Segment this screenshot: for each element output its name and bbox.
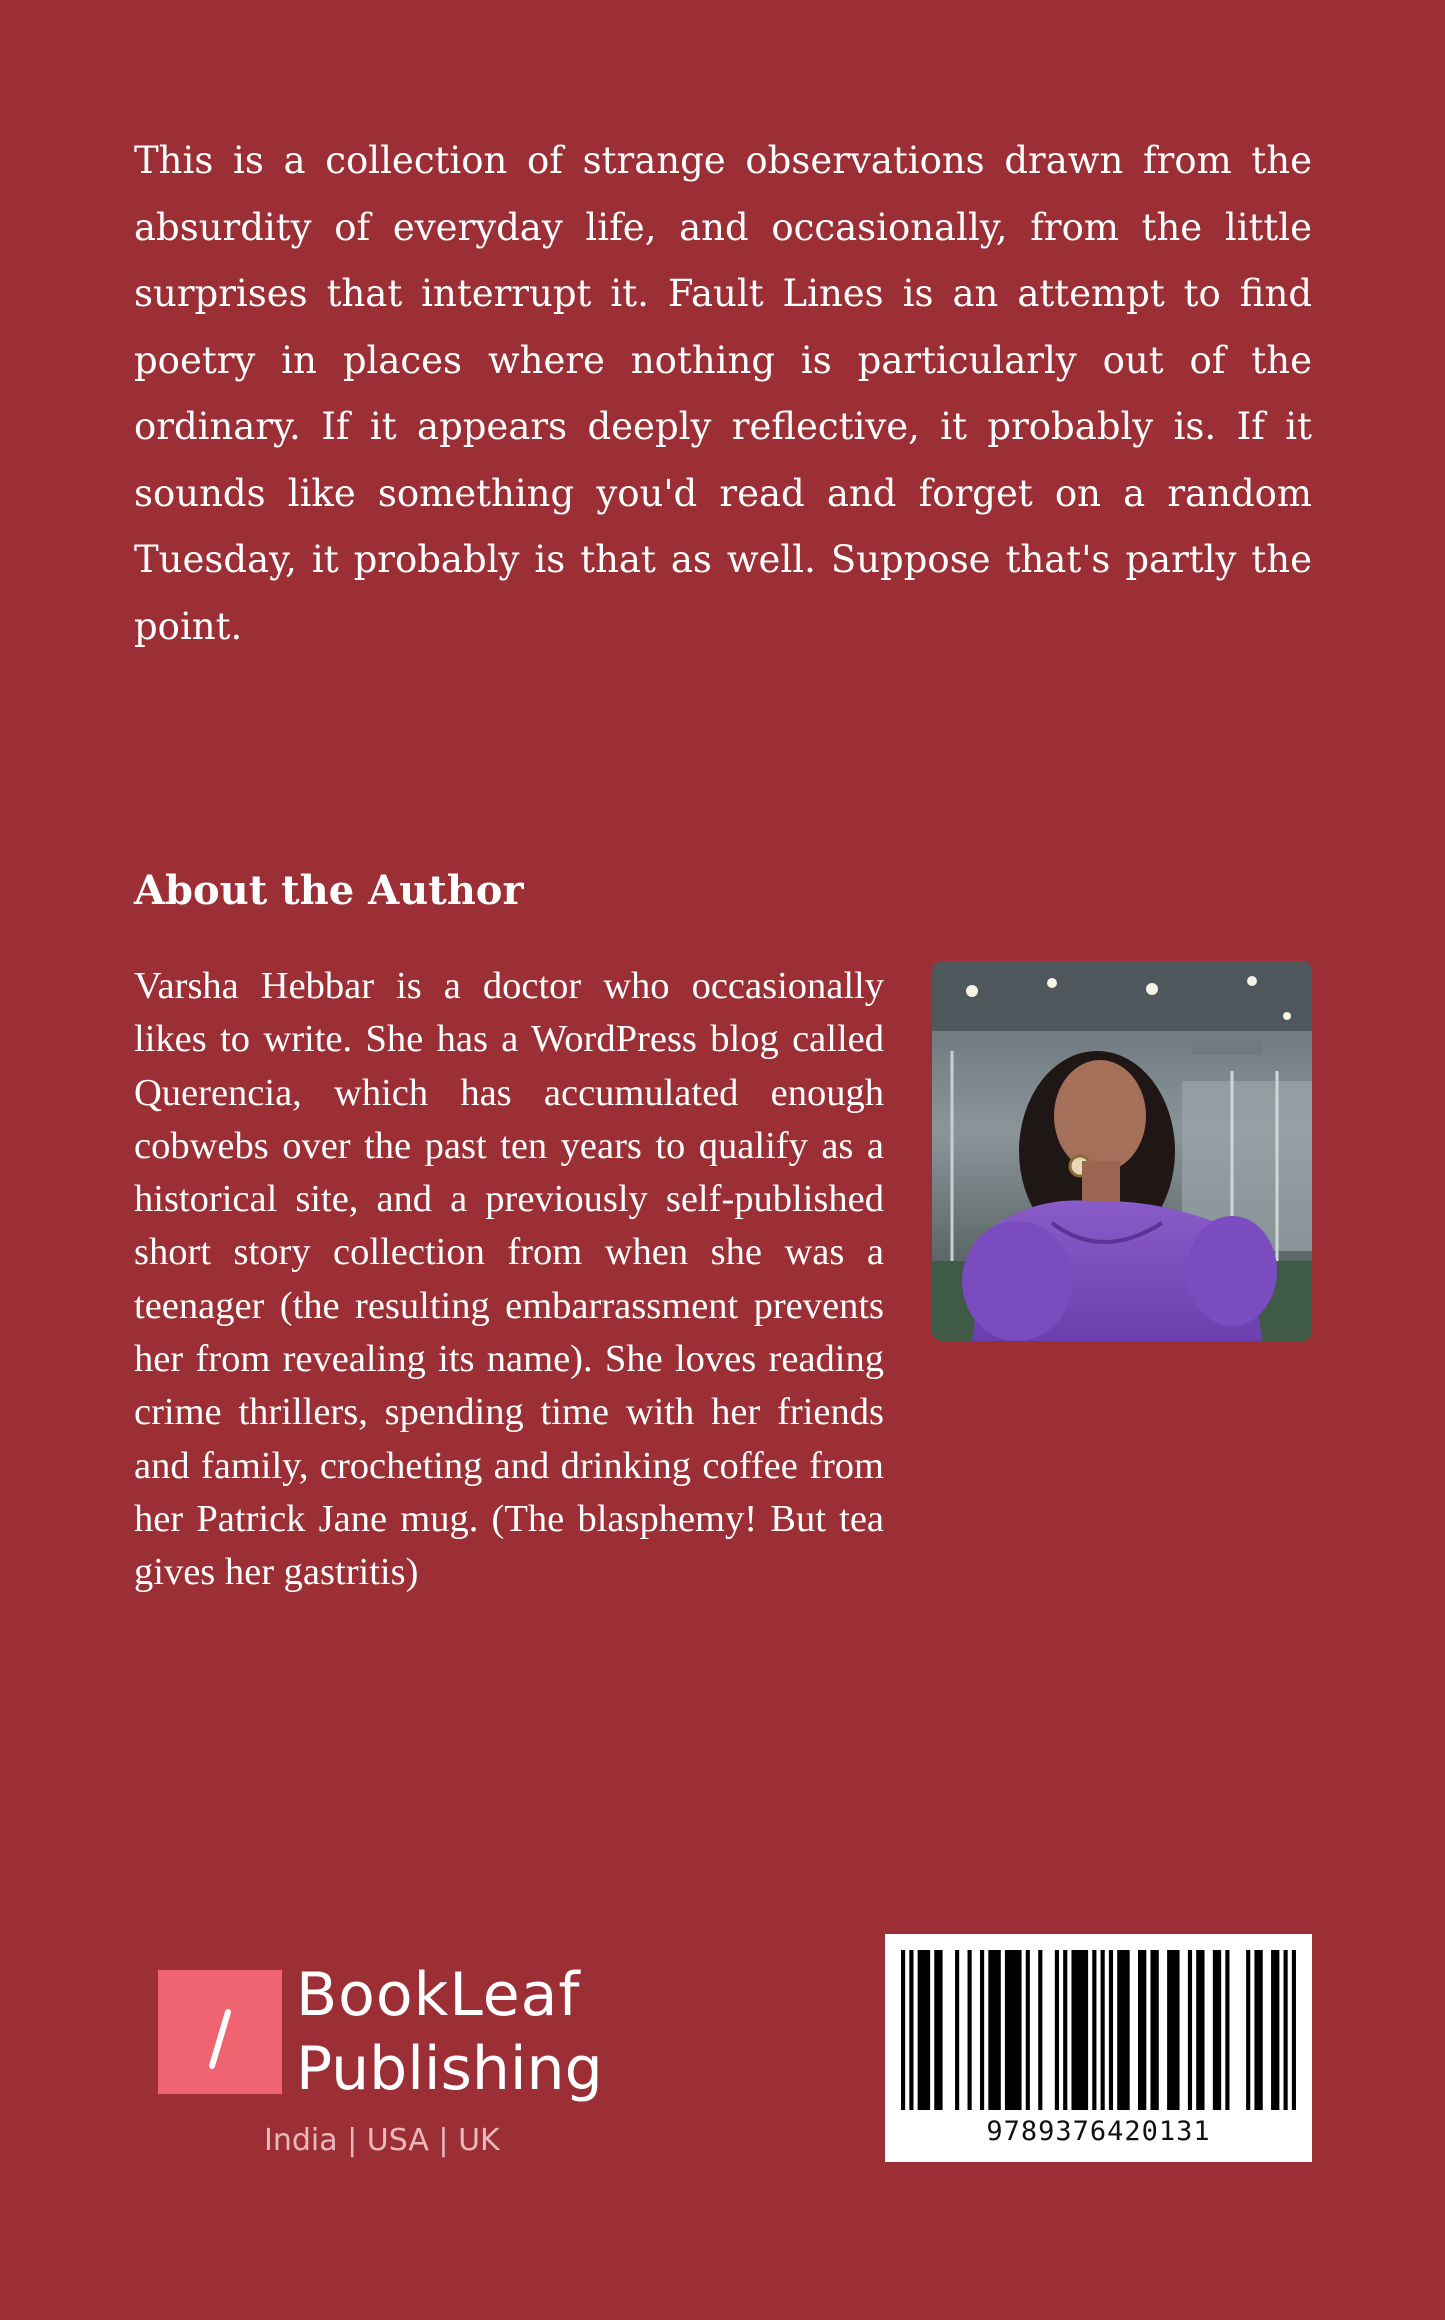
isbn-number: 9789376420131 — [986, 2116, 1211, 2147]
barcode-bar — [1063, 1950, 1067, 2110]
barcode-bar — [1071, 1950, 1088, 2110]
barcode-bar — [1246, 1950, 1250, 2110]
barcode-bar — [1092, 1950, 1096, 2110]
barcode-bar — [934, 1950, 942, 2110]
barcode-bar — [1196, 1950, 1204, 2110]
barcode-bar — [1150, 1950, 1158, 2110]
isbn-barcode — [885, 1934, 1312, 2162]
barcode-bar — [1284, 1950, 1288, 2110]
barcode-bar — [1117, 1950, 1129, 2110]
barcode-bar — [1292, 1950, 1296, 2110]
barcode-bar — [980, 1950, 984, 2110]
book-blurb: This is a collection of strange observations drawn from the absurdity of everyday life, and occasionally, from the little surprises that interrupt it. Fault Lines is an attempt to find poetry in places where nothing is particularly out of the ordinary. If it appears deeply reflective, it probably is. If it sounds like something you'd read and forget on a random Tuesday, it probably is that as well. Suppose that's partly the point. — [134, 139, 1312, 648]
barcode-bar — [968, 1950, 972, 2110]
barcode-bar — [1109, 1950, 1113, 2110]
barcode-bar — [1188, 1950, 1192, 2110]
barcode-bar — [1167, 1950, 1179, 2110]
slash-icon — [158, 1970, 282, 2094]
barcode-bar — [1225, 1950, 1229, 2110]
barcode-icon — [901, 1950, 1296, 2110]
author-photo — [932, 961, 1312, 1341]
barcode-bar — [1271, 1950, 1279, 2110]
publisher-logo — [158, 1970, 282, 2094]
barcode-bar — [1138, 1950, 1146, 2110]
barcode-bar — [1213, 1950, 1221, 2110]
about-author-heading: About the Author — [134, 867, 524, 914]
barcode-bar — [1101, 1950, 1105, 2110]
author-bio: Varsha Hebbar is a doctor who occasionally likes to write. She has a WordPress blog called Querencia, which has accumulated enough cobwebs over the past ten years to qualify as a historical site, and a previously self-published short story collection from when she was a teenager (the resulting embarrassment prevents her from revealing its name). She loves reading crime thrillers, spending time with her friends and family, crocheting and drinking coffee from her Patrick Jane mug. (The blasphemy! But tea gives her gastritis) — [134, 965, 884, 1594]
barcode-bar — [1026, 1950, 1030, 2110]
barcode-bar — [1254, 1950, 1262, 2110]
barcode-bar — [955, 1950, 959, 2110]
barcode-bar — [1055, 1950, 1059, 2110]
barcode-bar — [988, 1950, 1000, 2110]
barcode-bar — [909, 1950, 913, 2110]
barcode-bar — [901, 1950, 905, 2110]
barcode-bar — [918, 1950, 930, 2110]
barcode-bar — [1038, 1950, 1042, 2110]
publisher-regions: India | USA | UK — [264, 2123, 500, 2158]
barcode-bar — [1005, 1950, 1022, 2110]
publisher-name-line2: Publishing — [296, 2034, 603, 2104]
publisher-name-line1: BookLeaf — [296, 1960, 581, 2030]
